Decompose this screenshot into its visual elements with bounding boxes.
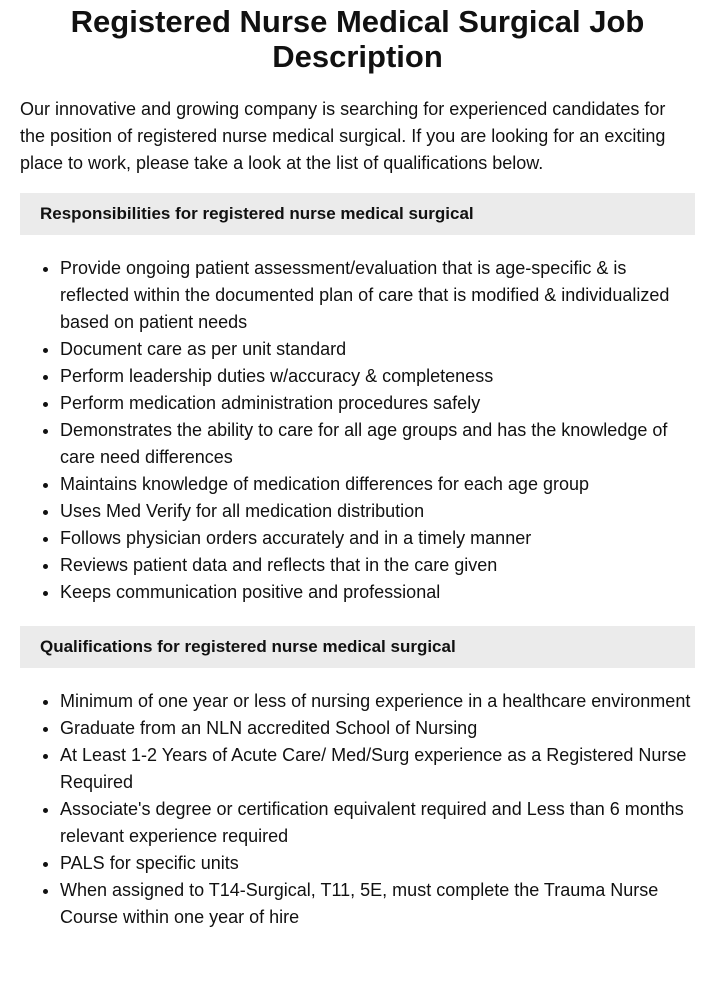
page-title: Registered Nurse Medical Surgical Job Description (70, 4, 645, 74)
list-item: • Perform medication administration procedures safely (60, 390, 695, 417)
list-item: • Associate's degree or certification equivalent required and Less than 6 months relevant experience required (60, 796, 695, 850)
qualifications-list (20, 688, 695, 931)
responsibilities-list (20, 255, 695, 606)
list-item: • Uses Med Verify for all medication distribution (60, 498, 695, 525)
responsibilities-heading: Responsibilities for registered nurse medical surgical (20, 193, 695, 235)
list-item: • Maintains knowledge of medication differences for each age group (60, 471, 695, 498)
list-item: • Keeps communication positive and professional (60, 579, 695, 606)
qualifications-heading: Qualifications for registered nurse medical surgical (20, 626, 695, 668)
list-item: • When assigned to T14-Surgical, T11, 5E, must complete the Trauma Nurse Course within one year of hire (60, 877, 695, 931)
intro-paragraph: Our innovative and growing company is searching for experienced candidates for the position of registered nurse medical surgical. If you are looking for an exciting place to work, please take a look at the list of qualifications below. (20, 99, 666, 173)
list-item: • Follows physician orders accurately and in a timely manner (60, 525, 695, 552)
list-item: • Graduate from an NLN accredited School of Nursing (60, 715, 695, 742)
list-item: • Perform leadership duties w/accuracy & completeness (60, 363, 695, 390)
list-item: • Document care as per unit standard (60, 336, 695, 363)
list-item: • Provide ongoing patient assessment/evaluation that is age-specific & is reflected within the documented plan of care that is modified & individualized based on patient needs (60, 255, 695, 336)
list-item: • PALS for specific units (60, 850, 695, 877)
list-item: • At Least 1-2 Years of Acute Care/ Med/Surg experience as a Registered Nurse Required (60, 742, 695, 796)
list-item: • Minimum of one year or less of nursing experience in a healthcare environment (60, 688, 695, 715)
list-item: • Demonstrates the ability to care for all age groups and has the knowledge of care need differences (60, 417, 695, 471)
list-item: • Reviews patient data and reflects that in the care given (60, 552, 695, 579)
